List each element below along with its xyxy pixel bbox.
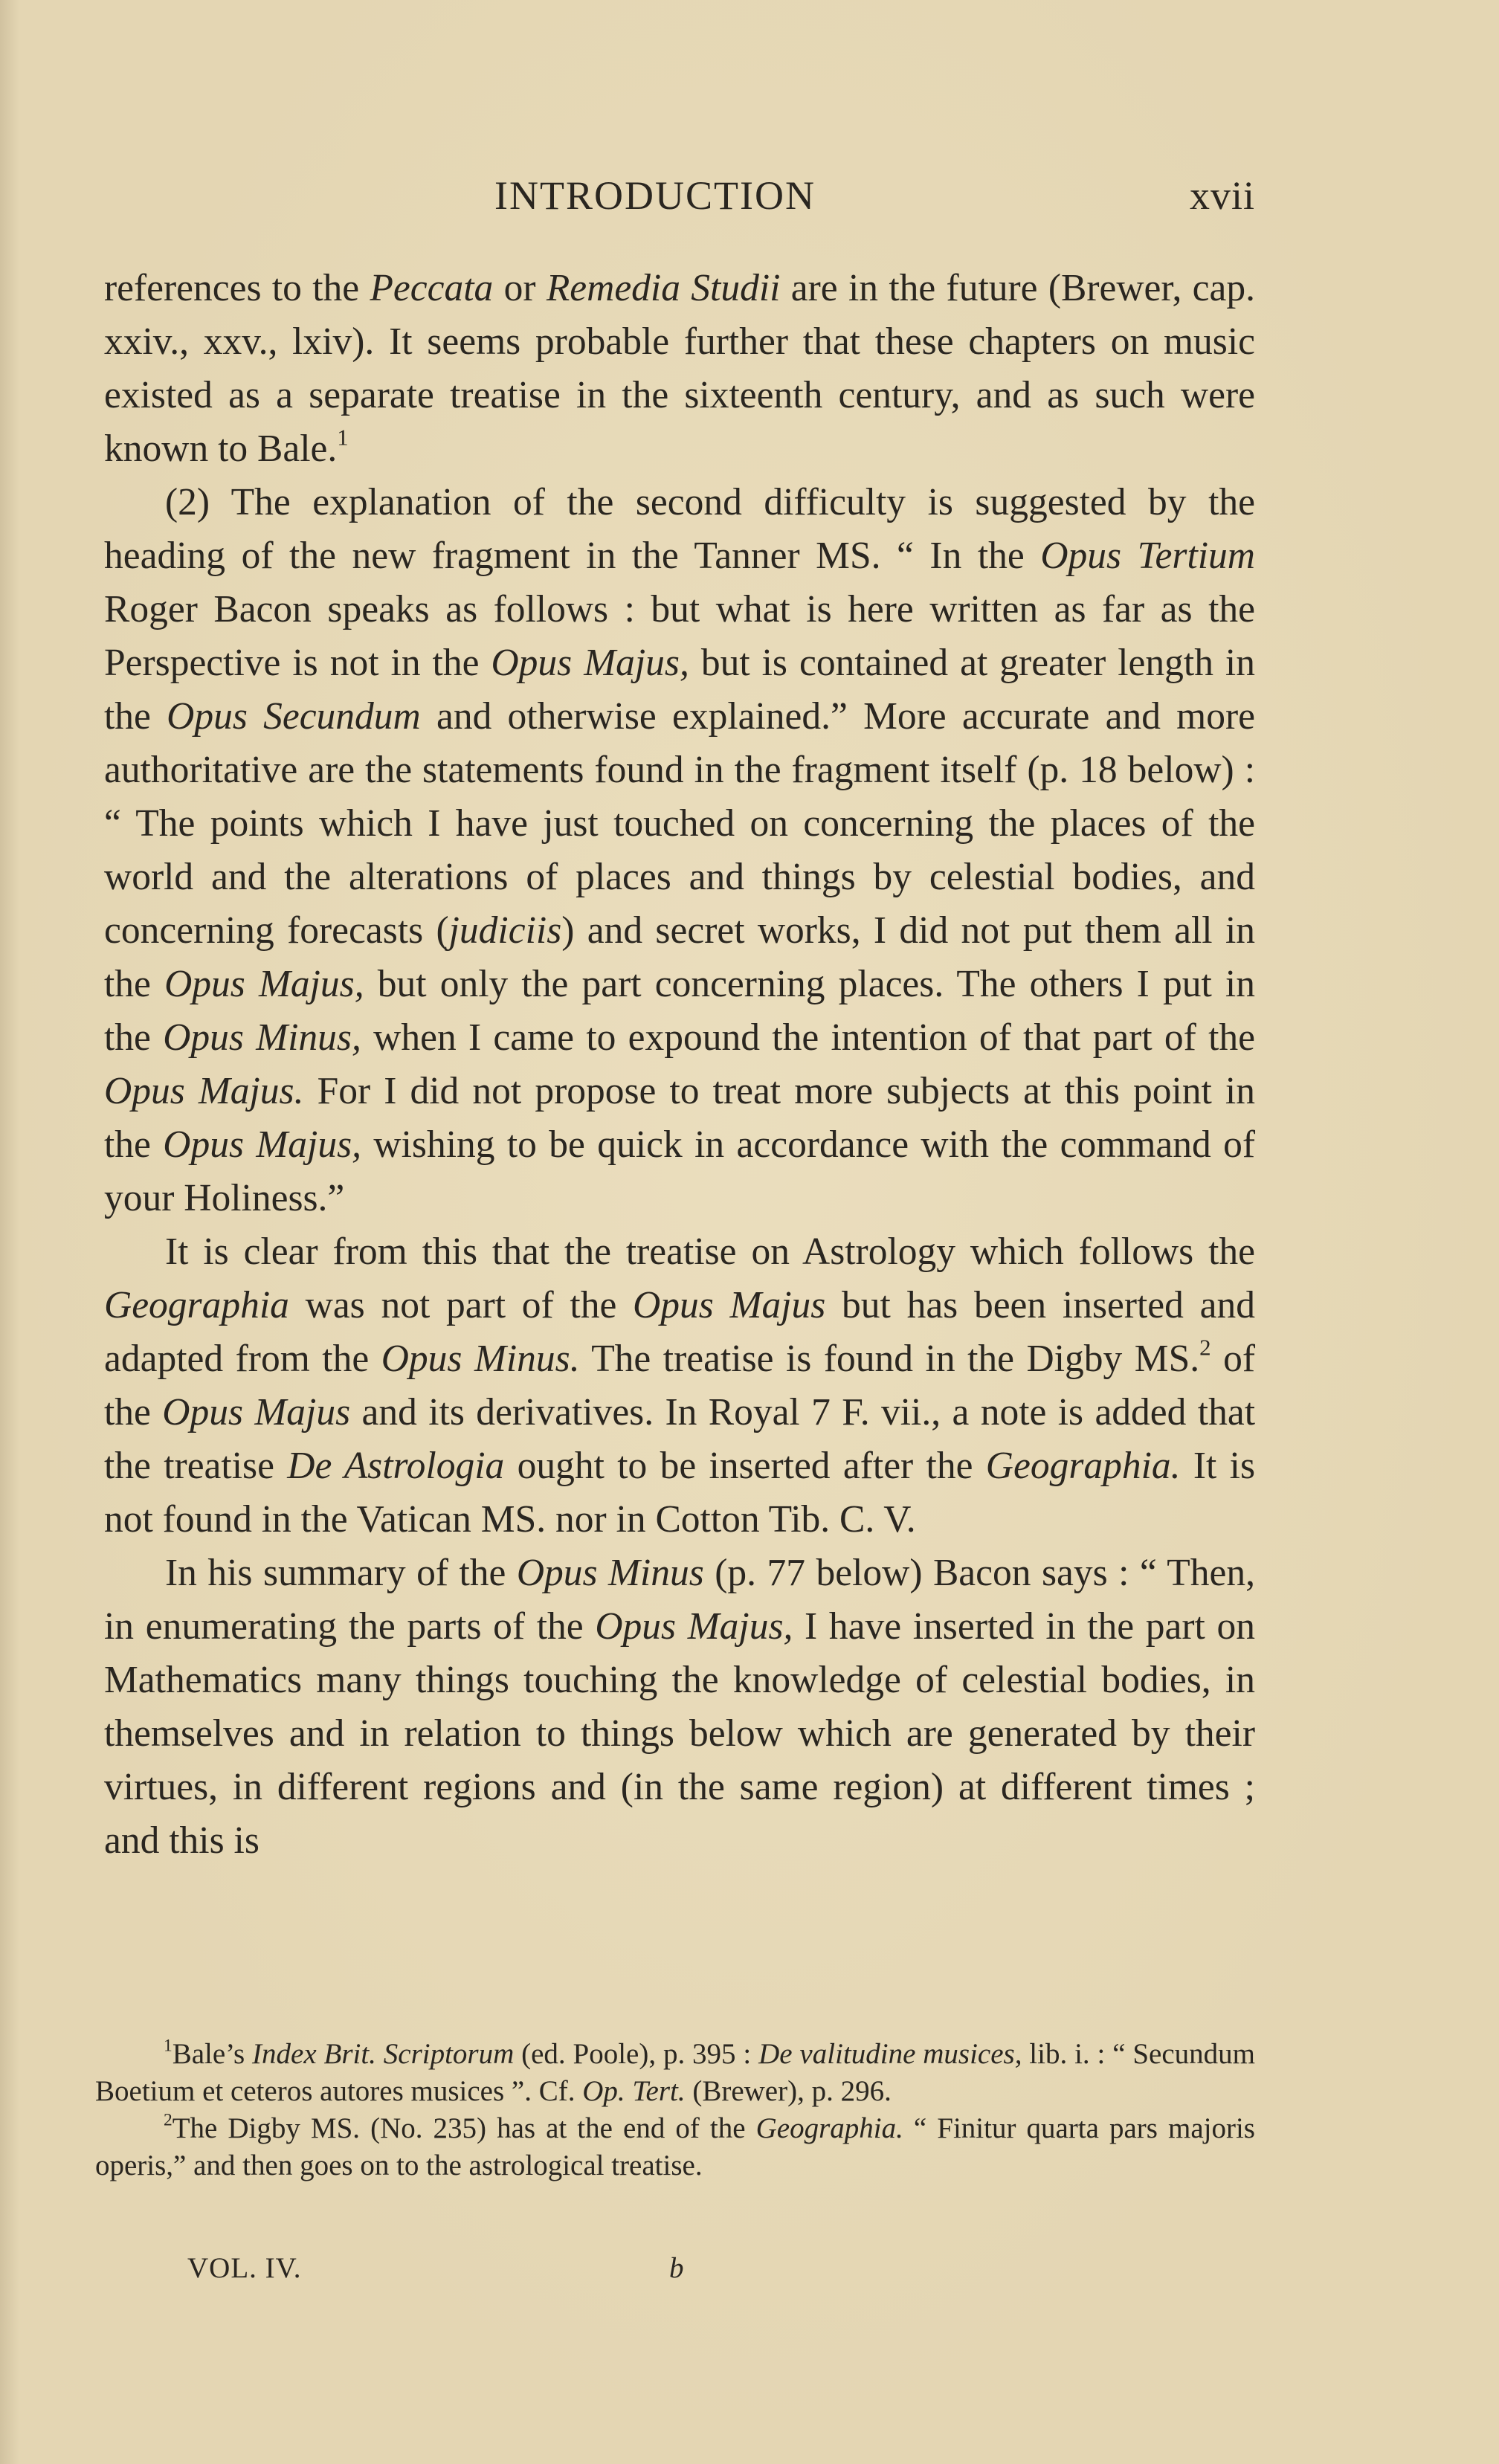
page-gutter-shadow [0, 0, 19, 2464]
text-run: but has been inserted and adapted from the [104, 1284, 1256, 1380]
italic-title: Geographia. [755, 2112, 903, 2144]
text-run: lib. i. : “ Secundum Boetium et ceteros autores musices ”. Cf. [95, 2038, 1255, 2107]
footnote-marker: 1 [164, 2036, 173, 2056]
italic-title: Opus Minus, [163, 1016, 361, 1059]
italic-title: Opus Majus, [595, 1605, 793, 1648]
text-run: of the [104, 1338, 1255, 1433]
paragraph [104, 262, 1255, 476]
italic-title: Op. Tert. [582, 2075, 686, 2107]
italic-title: Peccata [370, 267, 494, 309]
text-run: and its derivatives. In Royal 7 F. vii., a note is added that the treatise [104, 1391, 1256, 1487]
text-run: For I did not propose to treat more subjects at this point in the [104, 1070, 1255, 1166]
running-header [104, 172, 1255, 225]
italic-title: Opus Majus. [104, 1070, 304, 1112]
italic-title: Opus Majus [633, 1284, 826, 1326]
italic-title: Opus Majus, [491, 642, 689, 684]
italic-title: Geographia [104, 1284, 289, 1326]
italic-title: Opus Majus, [163, 1123, 362, 1166]
text-run: references to the [104, 267, 370, 309]
text-run: It is clear from this that the treatise on Astrology which follows the [165, 1231, 1255, 1273]
text-run: but is contained at greater length in the [104, 642, 1255, 738]
main-text [104, 262, 1255, 1868]
page-number: xvii [1189, 173, 1255, 218]
footnote-marker: 1 [337, 424, 349, 451]
text-run: was not part of the [288, 1284, 634, 1326]
text-run: The treatise is found in the Digby MS. [579, 1338, 1200, 1380]
text-run: or [493, 267, 547, 309]
italic-title: Opus Majus, [164, 963, 364, 1005]
italic-title: De Astrologia [287, 1445, 505, 1487]
footnotes [95, 2036, 1255, 2184]
text-run: Bale’s [172, 2038, 253, 2070]
running-head-title: INTRODUCTION [494, 173, 816, 218]
text-run: The Digby MS. (No. 235) has at the end of the [172, 2112, 756, 2144]
volume-label: VOL. IV. [187, 2252, 302, 2284]
italic-title: Opus Majus [162, 1391, 351, 1433]
text-run: In his summary of the [165, 1552, 517, 1594]
footnote-marker: 2 [164, 2110, 173, 2130]
italic-title: judiciis [448, 909, 562, 952]
text-run: (Brewer), p. 296. [685, 2075, 892, 2107]
italic-title: Opus Secundum [167, 695, 421, 738]
italic-title: Opus Tertium [1040, 535, 1255, 577]
text-run: ) and secret works, I did not put them all in the [104, 909, 1255, 1005]
text-run: (p. 77 below) Bacon says : “ Then, in enumerating the parts of the [104, 1552, 1255, 1648]
text-run: It is not found in the Vatican MS. nor in Cotton Tib. C. V. [104, 1445, 1255, 1541]
footnote [95, 2110, 1255, 2184]
text-run: and otherwise explained.” More accurate and more authoritative are the statements found in the fragment itself (p. 18 below) : “ The points which I have just touched on concerning the places of the world and the alterations of places and things by celestial bodies, and concerning forecasts ( [104, 695, 1255, 952]
paragraph [104, 1225, 1255, 1547]
text-run: “ Finitur quarta pars majoris operis,” and then goes on to the astrological treatise. [95, 2112, 1255, 2181]
italic-title: Opus Minus. [381, 1338, 580, 1380]
italic-title: Opus Minus [516, 1552, 704, 1594]
text-run: (2) The explanation of the second difficulty is suggested by the heading of the new fragment in the Tanner MS. “ In the [104, 481, 1255, 577]
text-run: (ed. Poole), p. 395 : [514, 2038, 759, 2070]
paragraph [104, 476, 1255, 1225]
text-run: but only the part concerning places. The others I put in the [104, 963, 1255, 1059]
text-run: Roger Bacon speaks as follows : but what is here written as far as the Perspective is not in the [104, 588, 1255, 684]
italic-title: Geographia. [985, 1445, 1181, 1487]
text-run: wishing to be quick in accordance with the command of your Holiness.” [104, 1123, 1256, 1219]
text-run: ought to be inserted after the [504, 1445, 986, 1487]
italic-title: Remedia Studii [546, 267, 781, 309]
signature-mark: b [669, 2252, 685, 2284]
text-run: when I came to expound the intention of that part of the [361, 1016, 1256, 1059]
text-run: I have inserted in the part on Mathematics many things touching the knowledge of celestial bodies, in themselves and in relation to things below which are generated by their virtues, in different regions and (in the same region) at different times ; and this is [104, 1605, 1255, 1862]
footnote [95, 2036, 1255, 2110]
italic-title: Index Brit. Scriptorum [252, 2038, 515, 2070]
paragraph [104, 1547, 1255, 1868]
footnote-marker: 2 [1199, 1334, 1211, 1361]
text-run: are in the future (Brewer, cap. xxiv., xxv., lxiv). It seems probable further that these chapters on music existed as a separate treatise in the sixteenth century, and as such were known to Bale. [104, 267, 1256, 470]
italic-title: De valitudine musices, [758, 2038, 1022, 2070]
